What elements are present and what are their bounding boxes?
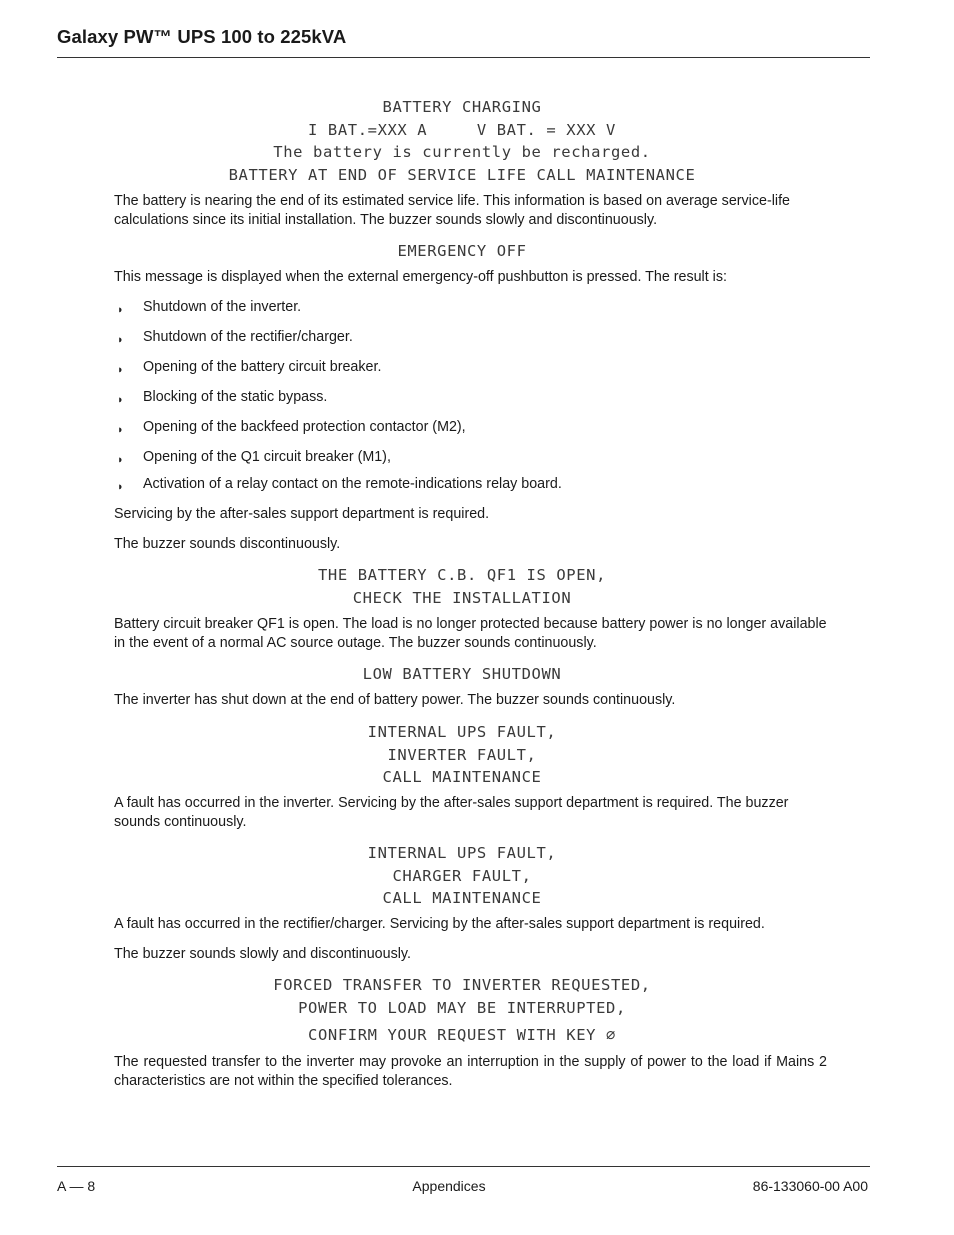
list-item-text: Opening of the battery circuit breaker. bbox=[143, 359, 382, 375]
list-item-text: Blocking of the static bypass. bbox=[143, 389, 328, 405]
qf1-open-description: Battery circuit breaker QF1 is open. The load is no longer protected because battery power is no longer available in the event of a normal AC source outage. The buzzer sounds continuously. bbox=[114, 616, 827, 651]
list-item-text: Shutdown of the inverter. bbox=[143, 299, 302, 315]
list-item-text: Shutdown of the rectifier/charger. bbox=[143, 329, 353, 345]
bullet-icon: ◗ bbox=[117, 481, 124, 493]
list-item-text: Opening of the backfeed protection contactor (M2), bbox=[143, 419, 466, 435]
lcd-line: INTERNAL UPS FAULT, bbox=[367, 844, 557, 862]
lcd-line: FORCED TRANSFER TO INVERTER REQUESTED, bbox=[273, 976, 651, 994]
charger-fault-buzzer-note: The buzzer sounds slowly and discontinuously. bbox=[114, 946, 411, 962]
lcd-line: EMERGENCY OFF bbox=[397, 242, 527, 260]
lcd-message-battery-charging bbox=[0, 96, 924, 186]
footer-section-title: Appendices bbox=[412, 1178, 486, 1194]
battery-life-description: The battery is nearing the end of its estimated service life. This information is based on average service-life calculations since its initial installation. The buzzer sounds slowly and discontinuously. bbox=[114, 193, 790, 228]
lcd-line: INVERTER FAULT, bbox=[387, 745, 537, 764]
bullet-icon: ◗ bbox=[117, 394, 124, 406]
header-rule bbox=[57, 57, 870, 58]
lcd-line: CALL MAINTENANCE bbox=[382, 768, 542, 786]
emergency-off-buzzer-note: The buzzer sounds discontinuously. bbox=[114, 536, 341, 552]
lcd-line: POWER TO LOAD MAY BE INTERRUPTED, bbox=[298, 998, 626, 1017]
lcd-message-emergency-off bbox=[0, 240, 924, 263]
document-number: 86-133060-00 A00 bbox=[752, 1178, 868, 1194]
lcd-message-inverter-fault bbox=[0, 721, 924, 789]
lcd-message-qf1-open bbox=[0, 564, 924, 609]
emergency-off-intro: This message is displayed when the external emergency-off pushbutton is pressed. The result is: bbox=[114, 269, 727, 285]
lcd-line: CALL MAINTENANCE bbox=[382, 889, 542, 907]
lcd-message-low-battery bbox=[0, 663, 924, 686]
page-header-title: Galaxy PW™ UPS 100 to 225kVA bbox=[57, 26, 347, 47]
lcd-message-charger-fault bbox=[0, 842, 924, 910]
lcd-line: THE BATTERY C.B. QF1 IS OPEN, bbox=[317, 566, 607, 584]
bullet-icon: ◗ bbox=[117, 454, 124, 466]
lcd-line: LOW BATTERY SHUTDOWN bbox=[362, 665, 562, 683]
footer-rule bbox=[57, 1166, 870, 1167]
lcd-line: CONFIRM YOUR REQUEST WITH KEY ⌀ bbox=[308, 1026, 616, 1044]
emergency-off-service-note: Servicing by the after-sales support department is required. bbox=[114, 506, 490, 522]
lcd-line: I BAT.=XXX A V BAT. = XXX V bbox=[308, 120, 616, 139]
lcd-line: The battery is currently be recharged. bbox=[273, 143, 651, 161]
lcd-message-forced-transfer bbox=[0, 974, 924, 1047]
low-battery-description: The inverter has shut down at the end of battery power. The buzzer sounds continuously. bbox=[114, 692, 676, 708]
forced-transfer-description: The requested transfer to the inverter may provoke an interruption in the supply of power to the load if Mains 2 characteristics are not within the specified tolerances. bbox=[114, 1054, 827, 1089]
page-number: A — 8 bbox=[57, 1178, 96, 1194]
lcd-line: CHECK THE INSTALLATION bbox=[352, 588, 572, 607]
list-item-text: Activation of a relay contact on the remote-indications relay board. bbox=[143, 476, 562, 492]
charger-fault-description: A fault has occurred in the rectifier/charger. Servicing by the after-sales support department is required. bbox=[114, 916, 765, 932]
bullet-icon: ◗ bbox=[117, 364, 124, 376]
bullet-icon: ◗ bbox=[117, 424, 124, 436]
lcd-line: CHARGER FAULT, bbox=[392, 866, 532, 885]
lcd-line: BATTERY CHARGING bbox=[382, 98, 542, 116]
bullet-icon: ◗ bbox=[117, 304, 124, 316]
inverter-fault-description: A fault has occurred in the inverter. Servicing by the after-sales support department is required. The buzzer sounds continuously. bbox=[114, 795, 789, 830]
lcd-line: INTERNAL UPS FAULT, bbox=[367, 723, 557, 741]
lcd-line: BATTERY AT END OF SERVICE LIFE CALL MAINTENANCE bbox=[228, 165, 696, 184]
bullet-icon: ◗ bbox=[117, 334, 124, 346]
list-item-text: Opening of the Q1 circuit breaker (M1), bbox=[143, 449, 391, 465]
